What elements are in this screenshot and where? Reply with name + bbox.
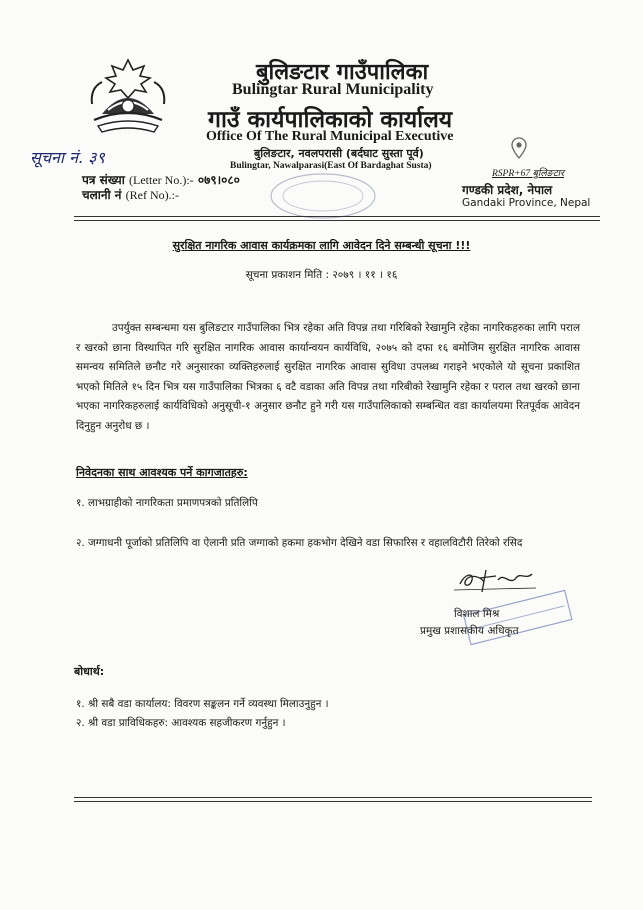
signatory-title: प्रमुख प्रशासकीय अधिकृत (420, 625, 519, 637)
location-pin-icon (511, 137, 527, 159)
header-divider-second (74, 220, 600, 221)
letter-number-value: ०७९।०८० (197, 173, 240, 187)
office-stamp-icon (268, 172, 378, 220)
ref-number-label-english: (Ref No).:- (125, 188, 179, 202)
letter-reference-block (82, 173, 240, 203)
address-english: Bulingtar, Nawalparasi(East Of Bardaghat Susta) (230, 161, 432, 171)
ref-number-row (82, 188, 240, 203)
signatory-name: विशाल मिश्र (454, 608, 500, 620)
cc-item: २. श्री वडा प्राविधिकहरु: आवश्यक सहजीकरण गर्नुहुन । (76, 717, 286, 729)
nepal-emblem-icon (88, 58, 168, 136)
notice-body: उपर्युक्त सम्बन्धमा यस बुलिङटार गाउँपालिका भित्र रहेका अति विपन्न तथा गरिबिको रेखामुनि रहेका नागरिकहरुका लागि पराल र खरको छाना विस्थापित गरि सुरक्षित नागरिक आवास कार्यान्वयन कार्यविधि, २०७५ को दफा १६ बमोजिम सुरक्षित नागरिक आवास समन्वय समितिले छनौट गरे अनुसारका व्यक्तिहरुलाई सुरक्षित नागरिक आवास सुविधा उपलब्ध गराइने भएकोले यो सूचना प्रकाशित भएको मितिले १५ दिन भित्र यस गाउँपालिका भित्रका ६ वटै वडाका अति विपन्न तथा गरिबीको रेखामुनि रहेका र पराल तथा खरको छाना भएका नागरिकहरुलाई कार्यविधिको अनुसूची-१ अनुसार छनौट हुने गरी यस गाउँपालिकाको सम्बन्धित वडा कार्यालयमा रितपूर्वक आवेदन दिनुहुन अनुरोध छ । (76, 322, 580, 432)
footer-divider-second (74, 801, 592, 802)
office-name-nepali: गाउँ कार्यपालिकाको कार्यालय (208, 107, 453, 133)
address-nepali: बुलिङटार, नवलपरासी (बर्दघाट सुस्ता पूर्व) (254, 147, 424, 160)
municipality-name-english: Bulingtar Rural Municipality (232, 81, 434, 98)
document-item: १. लाभग्राहीको नागरिकता प्रमाणपत्रको प्रतिलिपि (76, 497, 258, 509)
province-nepali: गण्डकी प्रदेश, नेपाल (462, 183, 553, 197)
footer-divider (74, 797, 592, 798)
document-item: २. जग्गाधनी पूर्जाको प्रतिलिपि वा ऐलानी प्रति जग्गाको हकमा हकभोग देखिने वडा सिफारिस र वहालविटौरी तिरेको रसिद (76, 537, 523, 549)
documents-heading: निवेदनका साथ आवश्यक पर्ने कागजातहरु: (76, 466, 248, 479)
letter-number-label: पत्र संख्या (82, 173, 125, 187)
municipality-name-nepali: बुलिङटार गाउँपालिका (256, 60, 429, 85)
ref-number-label: चलानी नं (82, 188, 122, 202)
handwritten-notice-number: सूचना नं. ३९ (30, 148, 105, 167)
letter-number-label-english: (Letter No.):- (129, 173, 194, 187)
publication-date: सूचना प्रकाशन मिति : २०७९ । ११ । १६ (245, 269, 398, 281)
rspr-code: RSPR+67 बुलिङटार (492, 169, 564, 179)
header-divider (74, 216, 600, 217)
province-english: Gandaki Province, Nepal (462, 197, 591, 209)
letter-number-row (82, 173, 240, 188)
cc-item: १. श्री सबै वडा कार्यालय: विवरण सङ्कलन गर्ने व्यवस्था मिलाउनुहुन । (76, 698, 329, 710)
office-name-english: Office Of The Rural Municipal Executive (206, 129, 454, 144)
notice-subject: सुरक्षित नागरिक आवास कार्यक्रमका लागि आवेदन दिने सम्बन्धी सूचना !!! (172, 239, 471, 252)
cc-heading: बोधार्थ: (74, 665, 105, 678)
